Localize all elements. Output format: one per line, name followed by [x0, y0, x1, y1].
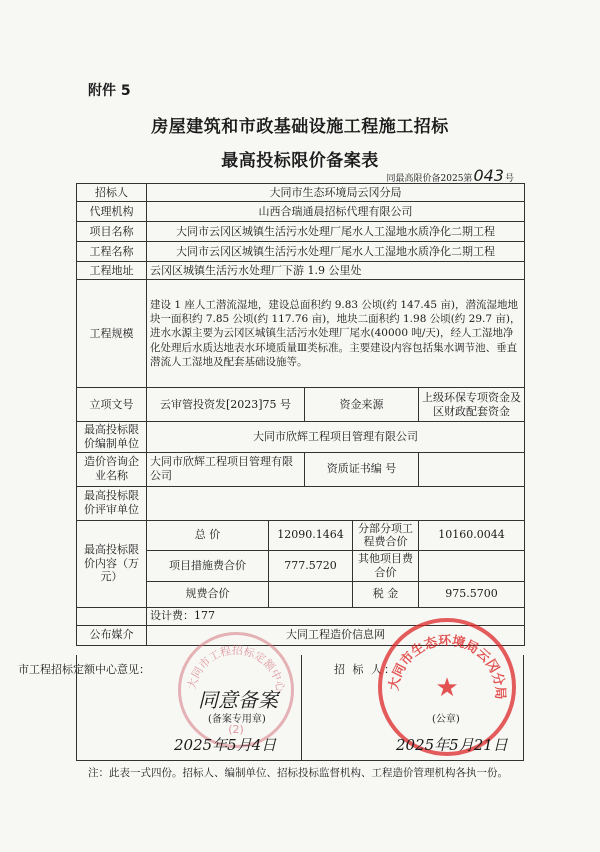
- approval-label: 立项文号: [77, 388, 147, 422]
- agent-value: 山西合瑞通晨招标代理有限公司: [147, 202, 525, 222]
- engineering-name-value: 大同市云冈区城镇生活污水处理厂尾水人工湿地水质净化二期工程: [147, 242, 525, 262]
- project-name-value: 大同市云冈区城镇生活污水处理厂尾水人工湿地水质净化二期工程: [147, 222, 525, 242]
- media-value: 大同工程造价信息网: [147, 625, 525, 645]
- approval-value: 云审管投资发[2023]75 号: [147, 388, 305, 422]
- svg-text:(2): (2): [228, 723, 244, 736]
- attachment-label: 附件 5: [88, 83, 131, 99]
- scale-label: 工程规模: [77, 280, 147, 388]
- svg-text:大同市生态环境局云冈分局: 大同市生态环境局云冈分局: [386, 633, 508, 700]
- measure-fee-label: 项目措施费合价: [147, 551, 269, 582]
- statutory-fee-label: 规费合价: [147, 581, 269, 607]
- reviewer-label: 最高投标限价评审单位: [77, 486, 147, 520]
- tenderer-sign-label: 招 标 人：: [334, 663, 397, 676]
- statutory-fee-value: [269, 581, 353, 607]
- price-label: 最高投标限价内容（万元）: [77, 520, 147, 607]
- svg-text:★: ★: [435, 673, 459, 703]
- consult-label: 造价咨询企业名称: [77, 452, 147, 486]
- cert-label: 资质证书编 号: [305, 452, 419, 486]
- design-fee: 设计费：177: [147, 607, 525, 625]
- fund-source-value: 上级环保专项资金及区财政配套资金: [419, 388, 525, 422]
- scale-value: 建设 1 座人工潜流湿地，建设总面积约 9.83 公顷(约 147.45 亩)，潜流湿地地块一面积约 7.85 公顷(约 117.76 亩)，地块二面积约 1.98 公顷(约 29.7 亩)，进水水源主要为云冈区城镇生活污水处理厂尾水(40000 吨/天)，经人工湿地净化处理后水质达地表水环境质量Ⅲ类标准。主要建设内容包括集水调节池、垂直潜流人工湿地及配套基础设施等。: [147, 280, 525, 388]
- total-price-value: 12090.1464: [269, 520, 353, 551]
- compiler-label: 最高投标限价编制单位: [77, 422, 147, 453]
- project-name-label: 项目名称: [77, 222, 147, 242]
- other-fee-label: 其他项目费合价: [353, 551, 419, 582]
- official-chapter-label: (公章): [432, 714, 460, 725]
- record-table: [76, 183, 525, 646]
- subitem-fee-label: 分部分项工程费合价: [353, 520, 419, 551]
- reviewer-value: [147, 486, 525, 520]
- engineering-name-label: 工程名称: [77, 242, 147, 262]
- opinion-label: 市工程招标定额中心意见：: [18, 663, 150, 676]
- agent-label: 代理机构: [77, 202, 147, 222]
- cert-value: [419, 452, 525, 486]
- other-fee-value: [419, 551, 525, 582]
- subitem-fee-value: 10160.0044: [419, 520, 525, 551]
- total-price-label: 总 价: [147, 520, 269, 551]
- handwritten-opinion: 同意备案: [198, 688, 278, 712]
- filing-chapter-label: (备案专用章): [208, 714, 266, 725]
- address-value: 云冈区城镇生活污水处理厂下游 1.9 公里处: [147, 262, 525, 280]
- address-label: 工程地址: [77, 262, 147, 280]
- fund-source-label: 资金来源: [305, 388, 419, 422]
- tenderer-label: 招标人: [77, 184, 147, 202]
- record-number: 同最高限价备2025第043号: [386, 166, 514, 185]
- filing-date: 2025年5月4日: [174, 736, 277, 754]
- tenderer-value: 大同市生态环境局云冈分局: [147, 184, 525, 202]
- title-line-2: 最高投标限价备案表: [221, 151, 379, 171]
- media-label: 公布媒介: [77, 625, 147, 645]
- tax-label: 税 金: [353, 581, 419, 607]
- tax-value: 975.5700: [419, 581, 525, 607]
- footnote: 注：此表一式四份。招标人、编制单位、招标投标监督机构、工程造价管理机构各执一份。: [88, 767, 508, 779]
- title-line-1: 房屋建筑和市政基础设施工程施工招标: [151, 117, 449, 137]
- measure-fee-value: 777.5720: [269, 551, 353, 582]
- svg-text:大同市工程招标定额中心: 大同市工程招标定额中心: [185, 643, 288, 694]
- consult-value: 大同市欣辉工程项目管理有限公司: [147, 452, 305, 486]
- compiler-value: 大同市欣辉工程项目管理有限公司: [147, 422, 525, 453]
- tenderer-date: 2025年5月21日: [396, 736, 508, 754]
